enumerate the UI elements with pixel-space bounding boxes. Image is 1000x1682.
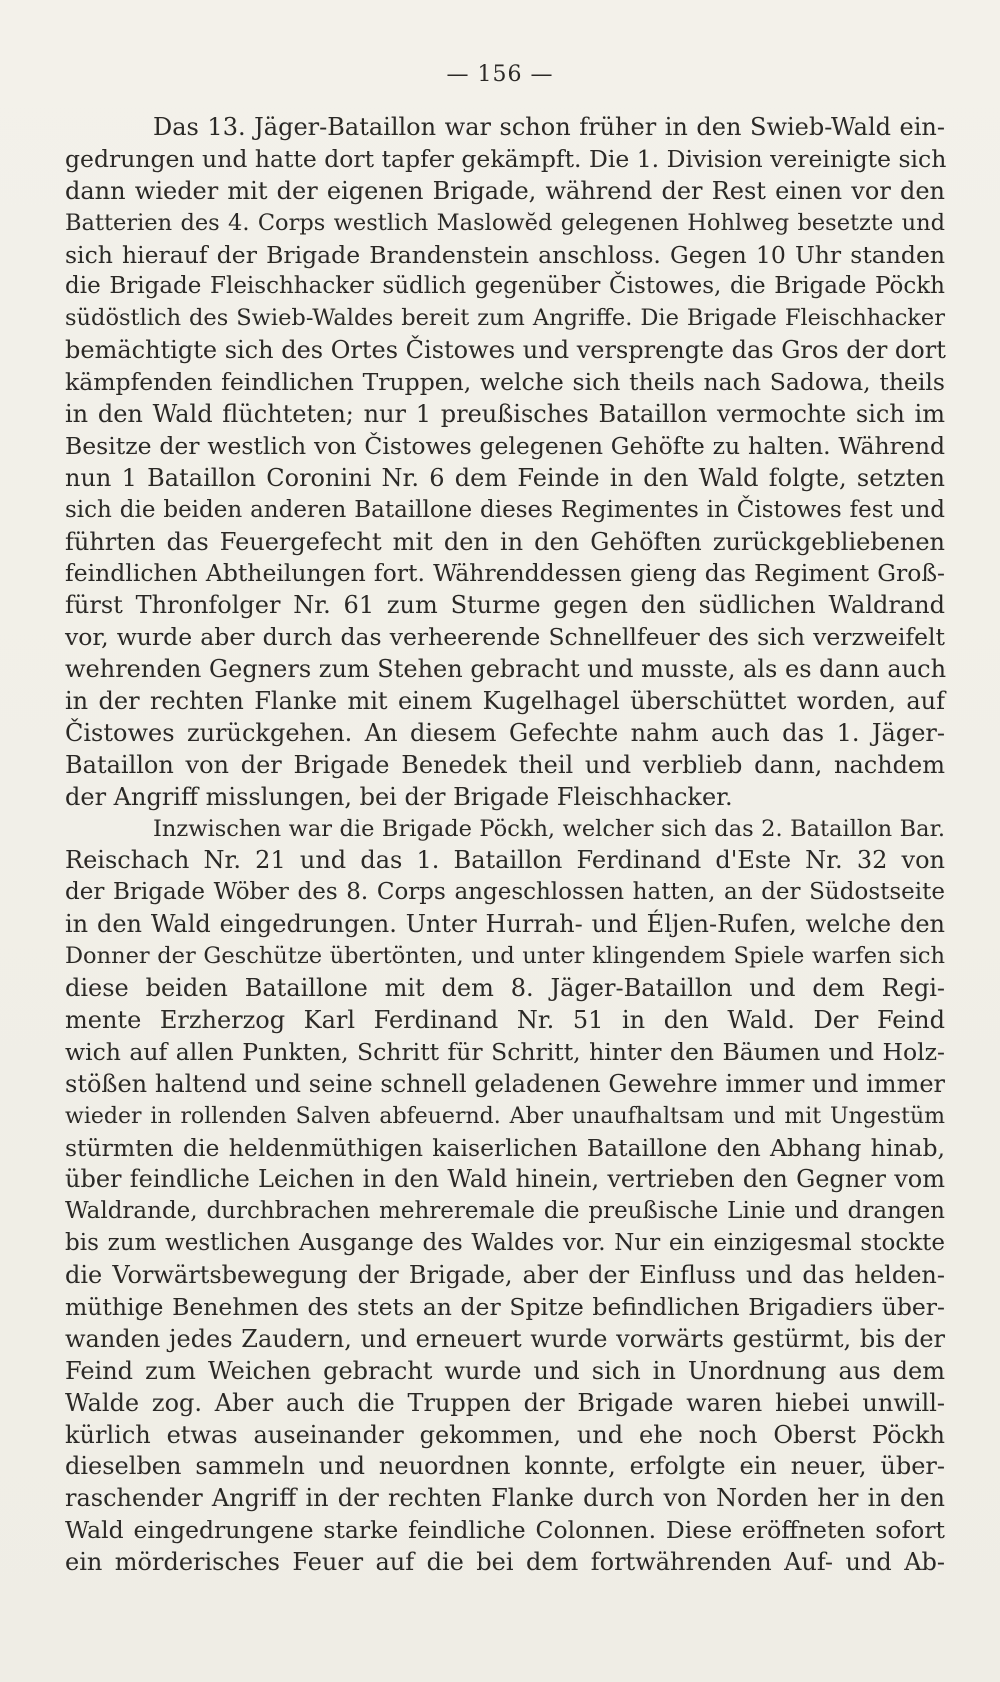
- text-line: Donner der Geschütze übertönten, und unter klingendem Spiele warfen sich: [65, 943, 945, 970]
- text-line: dieselben sammeln und neuordnen konnte, erfolgte ein neuer, über-: [65, 1452, 945, 1481]
- text-line: bemächtigte sich des Ortes Čistowes und versprengte das Gros der dort: [65, 336, 946, 365]
- text-line: der Angriff misslungen, bei der Brigade Fleischhacker.: [65, 782, 733, 811]
- page-number: — 156 —: [446, 62, 554, 87]
- text-line: sich hierauf der Brigade Brandenstein anschloss. Gegen 10 Uhr standen: [65, 240, 945, 269]
- text-line: stürmten die heldenmüthigen kaiserlichen Bataillone den Abhang hinab,: [65, 1133, 945, 1162]
- text-line: Inzwischen war die Brigade Pöckh, welcher sich das 2. Bataillon Bar.: [153, 815, 945, 842]
- text-line: wieder in rollenden Salven abfeuernd. Aber unaufhaltsam und mit Ungestüm: [65, 1103, 945, 1129]
- text-line: wehrenden Gegners zum Stehen gebracht und musste, als es dann auch: [65, 655, 947, 684]
- text-line: in den Wald flüchteten; nur 1 preußisches Bataillon vermochte sich im: [65, 400, 945, 429]
- text-line: in der rechten Flanke mit einem Kugelhagel überschüttet worden, auf: [65, 687, 945, 716]
- text-line: Besitze der westlich von Čistowes gelegenen Gehöfte zu halten. Während: [65, 431, 945, 460]
- text-line: die Brigade Fleischhacker südlich gegenüber Čistowes, die Brigade Pöckh: [65, 273, 945, 300]
- text-line: führten das Feuergefecht mit den in den Gehöften zurückgebliebenen: [65, 527, 945, 556]
- text-line: Čistowes zurückgehen. An diesem Gefechte nahm auch das 1. Jäger-: [65, 718, 945, 747]
- text-line: nun 1 Bataillon Coronini Nr. 6 dem Feinde in den Wald folgte, setzten: [65, 463, 945, 492]
- text-line: kämpfenden feindlichen Truppen, welche sich theils nach Sadowa, theils: [65, 368, 945, 397]
- text-line: die Vorwärtsbewegung der Brigade, aber der Einfluss und das helden-: [65, 1261, 945, 1290]
- text-line: gedrungen und hatte dort tapfer gekämpft. Die 1. Division vereinigte sich: [65, 144, 947, 173]
- text-line: stößen haltend und seine schnell geladenen Gewehre immer und immer: [65, 1069, 945, 1098]
- text-line: müthige Benehmen des stets an der Spitze befindlichen Brigadiers über-: [65, 1292, 945, 1321]
- text-line: in den Wald eingedrungen. Unter Hurrah- und Éljen-Rufen, welche den: [65, 910, 945, 939]
- text-line: südöstlich des Swieb-Waldes bereit zum Angriffe. Die Brigade Fleischhacker: [65, 305, 945, 332]
- text-line: mente Erzherzog Karl Ferdinand Nr. 51 in den Wald. Der Feind: [65, 1005, 945, 1034]
- text-line: Das 13. Jäger-Bataillon war schon früher in den Swieb-Wald ein-: [153, 113, 945, 141]
- text-line: Reischach Nr. 21 und das 1. Bataillon Ferdinand d'Este Nr. 32 von: [65, 846, 945, 875]
- text-line: Bataillon von der Brigade Benedek theil und verblieb dann, nachdem: [65, 750, 945, 779]
- text-line: wanden jedes Zaudern, und erneuert wurde vorwärts gestürmt, bis der: [65, 1324, 945, 1353]
- text-line: über feindliche Leichen in den Wald hinein, vertrieben den Gegner vom: [65, 1165, 945, 1194]
- text-line: bis zum westlichen Ausgange des Waldes vor. Nur ein einzigesmal stockte: [65, 1230, 945, 1257]
- text-line: Walde zog. Aber auch die Truppen der Brigade waren hiebei unwill-: [65, 1388, 945, 1417]
- text-line: ein mörderisches Feuer auf die bei dem fortwährenden Auf- und Ab-: [65, 1548, 945, 1577]
- text-line: diese beiden Bataillone mit dem 8. Jäger-Bataillon und dem Regi-: [65, 974, 945, 1003]
- text-line: wich auf allen Punkten, Schritt für Schritt, hinter den Bäumen und Holz-: [65, 1037, 945, 1066]
- body-text: [65, 112, 945, 1579]
- text-line: Waldrande, durchbrachen mehreremale die preußische Linie und drangen: [65, 1198, 945, 1225]
- text-line: feindlichen Abtheilungen fort. Währenddessen gieng das Regiment Groß-: [65, 559, 945, 588]
- text-line: dann wieder mit der eigenen Brigade, während der Rest einen vor den: [65, 176, 945, 205]
- text-line: vor, wurde aber durch das verheerende Schnellfeuer des sich verzweifelt: [65, 623, 945, 652]
- text-line: sich die beiden anderen Bataillone dieses Regimentes in Čistowes fest und: [65, 496, 945, 523]
- text-line: fürst Thronfolger Nr. 61 zum Sturme gegen den südlichen Waldrand: [65, 591, 945, 620]
- text-line: der Brigade Wöber des 8. Corps angeschlossen hatten, an der Südostseite: [65, 879, 945, 906]
- text-line: raschender Angriff in der rechten Flanke durch von Norden her in den: [65, 1484, 945, 1513]
- text-line: Wald eingedrungene starke feindliche Colonnen. Diese eröffneten sofort: [65, 1516, 945, 1545]
- text-line: Feind zum Weichen gebracht wurde und sich in Unordnung aus dem: [65, 1356, 945, 1385]
- text-line: kürlich etwas auseinander gekommen, und ehe noch Oberst Pöckh: [65, 1420, 945, 1449]
- text-line: Batterien des 4. Corps westlich Maslowĕd gelegenen Hohlweg besetzte und: [65, 209, 945, 236]
